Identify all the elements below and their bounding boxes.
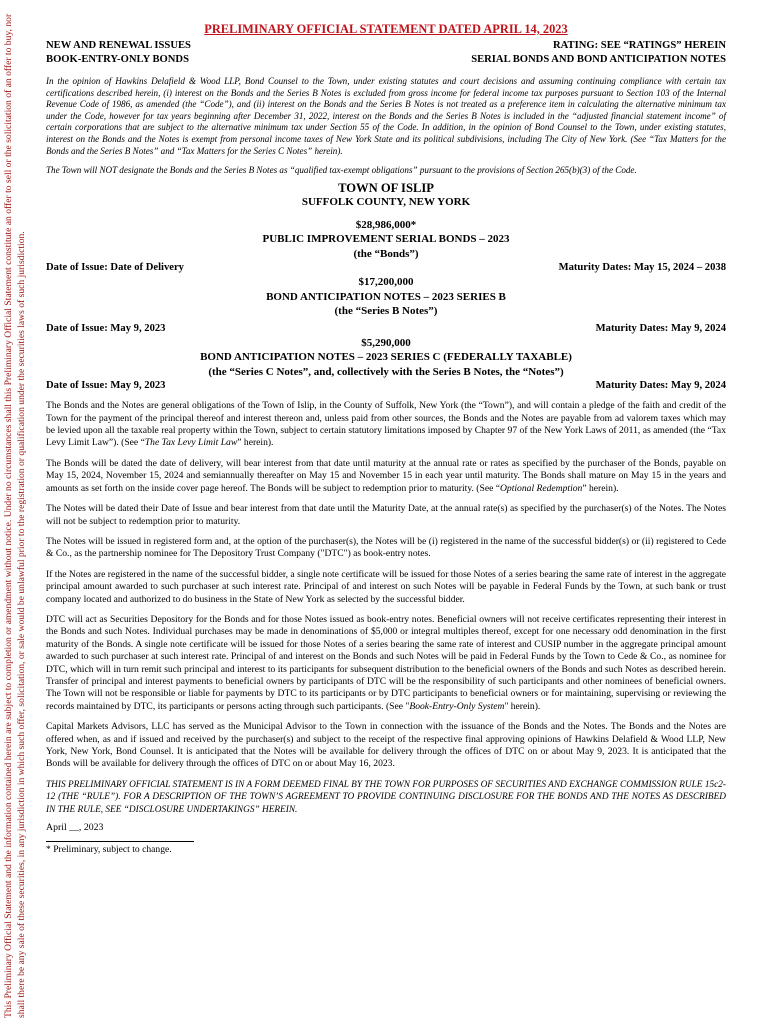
issuer-county: SUFFOLK COUNTY, NEW YORK bbox=[301, 196, 471, 209]
paragraph-deemed-final: THIS PRELIMINARY OFFICIAL STATEMENT IS IN A FORM DEEMED FINAL BY THE TOWN FOR PURPOSES OF SECURITIES AND EXCHANGE COMMISSION RULE 15c2-12 (THE “RULE”). FOR A DESCRIPTION OF THE TOWN’S AGREEMENT TO PROVIDE CONTINUING DISCLOSURE FOR THE BONDS AND THE NOTES AS DESCRIBED IN THE RULE, SEE “DISCLOSURE UNDERTAKINGS” HEREIN. bbox=[46, 779, 726, 815]
issue-type: NEW AND RENEWAL ISSUES bbox=[46, 40, 191, 51]
series-c-issue-date: Date of Issue: May 9, 2023 bbox=[46, 380, 166, 392]
paragraph-successful-bidder: If the Notes are registered in the name of the successful bidder, a single note certificate will be issued for those Notes of a series bearing the same rate of interest in the aggregate principal amount awarded to such purchaser at such interest rate. Principal of and interest on such Notes will be payable in Federal Funds by the Town, at such bank or trust company located and authorized to do business in the State of New York as selected by the successful bidder. bbox=[46, 568, 726, 605]
designation-note: The Town will NOT designate the Bonds and the Series B Notes as “qualified tax-exempt obligations” pursuant to the provisions of Section 265(b)(3) of the Code. bbox=[46, 165, 637, 176]
paragraph-general-obligation: The Bonds and the Notes are general obligations of the Town of Islip, in the County of Suffolk, New York (the “Town”), and will contain a pledge of the faith and credit of the Town for the payment of the principal thereof and interest thereon and, unless paid from other sources, the Bonds and the Notes are payable from ad valorem taxes which may be levied upon all the taxable real property within the Town, subject to certain statutory limitations imposed by Chapter 97 of the New York Laws of 2011, as amended (the “Tax Levy Limit Law”). (See “The Tax Levy Limit Law” herein). bbox=[46, 400, 726, 449]
tax-levy-limit-ref: The Tax Levy Limit Law bbox=[144, 437, 238, 449]
series-c-dates bbox=[46, 379, 726, 393]
bonds-dates bbox=[46, 261, 726, 275]
series-b-dates bbox=[46, 322, 726, 336]
rating-note: RATING: SEE “RATINGS” HEREIN bbox=[553, 40, 726, 51]
tax-opinion: In the opinion of Hawkins Delafield & Wood LLP, Bond Counsel to the Town, under existing statutes and court decisions and assuming continuing compliance with certain tax certifications described herein, (i) interest on the Bonds and the Series B Notes is excluded from gross income for federal income tax purposes pursuant to Section 103 of the Internal Revenue Code of 1986, as amended (the “Code”), and (ii) interest on the Bonds and the Series B Notes is not treated as a preference item in calculating the alternative minimum tax under the Code, however for tax years beginning after December 31, 2022, interest on the Bonds and the Series B Notes is included in the “adjusted financial statement income” of certain corporations that are subject to the alternative minimum tax under Section 55 of the Code. In addition, in the opinion of Bond Counsel to the Town, under existing statutes, interest on the Bonds and the Notes is exempt from personal income taxes of New York State and its political subdivisions, including The City of New York. (See “Tax Matters for the Bonds and the Series B Notes” and “Tax Matters for the Series C Notes” herein). bbox=[46, 76, 726, 156]
footnote-divider bbox=[46, 841, 194, 842]
series-b-amount: $17,200,000 bbox=[358, 276, 414, 289]
footnote: * Preliminary, subject to change. bbox=[46, 844, 172, 856]
series-b-issue-date: Date of Issue: May 9, 2023 bbox=[46, 322, 166, 334]
issuer-name: TOWN OF ISLIP bbox=[338, 180, 434, 195]
series-b-alias: (the “Series B Notes”) bbox=[334, 305, 438, 318]
paragraph-note-registration: The Notes will be issued in registered form and, at the option of the purchaser(s), the Notes will be (i) registered in the name of the successful bidder(s) or (ii) registered to Cede & Co., as the partnership nominee for The Depository Trust Company ("DTC") as book-entry notes. bbox=[46, 535, 726, 560]
paragraph-dtc: DTC will act as Securities Depository for the Bonds and for those Notes issued as book-entry notes. Beneficial owners will not receive certificates representing their interest in the Bonds and such Notes. Individual purchases may be made in denominations of $5,000 or integral multiples thereof, except for one necessary odd denomination in the first maturity of the Bonds. A single note certificate will be issued for those Notes of a series bearing the same rate of interest and CUSIP number in the aggregate principal amount awarded to such purchaser at such interest rate. Principal of and interest on the Bonds and such Notes will be paid in Federal Funds by the Town to Cede & Co., as nominee for DTC, which will in turn remit such principal and interest to its participants for subsequent distribution to the beneficial owners of the Bonds and such Notes as described herein. Transfer of principal and interest payments to beneficial owners by participants of DTC will be the responsibility of such participants and other nominees of beneficial owners. The Town will not be responsible or liable for payments by DTC to its participants or by DTC participants to beneficial owners or for maintaining, supervising or reviewing the records maintained by DTC, its participants or persons acting through such participants. (See "Book-Entry-Only System" herein). bbox=[46, 613, 726, 712]
bonds-maturity: Maturity Dates: May 15, 2024 – 2038 bbox=[558, 262, 726, 274]
red-herring-legend: This Preliminary Official Statement and the information contained herein are subject to completion or amendment without notice. Under no circumstances shall this Preliminary Official Statement constitute an offer to sell or the solicitation of an offer to buy, nor shall there be any sale of these securities, in any jurisdiction in which such offer, solicitation, or sale would be unlawful prior to the registration or qualification under the securities laws of such jurisdiction. bbox=[3, 13, 28, 1018]
bonds-issue-date: Date of Issue: Date of Delivery bbox=[46, 262, 184, 274]
header-row-2 bbox=[46, 53, 726, 67]
form-type: BOOK-ENTRY-ONLY BONDS bbox=[46, 54, 189, 65]
paragraph-note-terms: The Notes will be dated their Date of Issue and bear interest from that date until the Maturity Date, at the annual rate(s) as specified by the purchaser(s) of the Notes. The Notes will not be subject to redemption prior to maturity. bbox=[46, 503, 726, 527]
series-c-amount: $5,290,000 bbox=[361, 336, 411, 349]
security-types: SERIAL BONDS AND BOND ANTICIPATION NOTES bbox=[471, 54, 726, 65]
official-statement-cover bbox=[46, 22, 726, 855]
bonds-amount: $28,986,000* bbox=[355, 218, 417, 231]
series-b-name: BOND ANTICIPATION NOTES – 2023 SERIES B bbox=[266, 290, 506, 303]
bonds-alias: (the “Bonds”) bbox=[353, 247, 419, 260]
paragraph-bond-terms: The Bonds will be dated the date of delivery, will bear interest from that date until maturity at the annual rate or rates as specified by the purchaser of the Bonds, payable on May 15, 2024, November 15, 2024 and semiannually thereafter on May 15 and November 15 in each year until maturity. The Bonds shall mature on May 15 in the years and amounts as set forth on the inside cover page hereof. The Bonds will be subject to redemption prior to maturity. (See “Optional Redemption” herein). bbox=[46, 457, 726, 494]
document-title: PRELIMINARY OFFICIAL STATEMENT DATED APRIL 14, 2023 bbox=[204, 22, 568, 36]
series-b-maturity: Maturity Dates: May 9, 2024 bbox=[595, 322, 726, 334]
paragraph-municipal-advisor: Capital Markets Advisors, LLC has served as the Municipal Advisor to the Town in connection with the issuance of the Bonds and the Notes. The Bonds and the Notes are offered when, as and if issued and received by the purchaser(s) and subject to the receipt of the respective final approving opinions of Hawkins Delafield & Wood LLP, New York, New York, Bond Counsel. It is anticipated that the Notes will be available for delivery through the offices of DTC on or about May 9, 2023. It is anticipated that the Bonds will be available for delivery through the offices of DTC on or about May 16, 2023. bbox=[46, 721, 726, 770]
series-c-alias: (the “Series C Notes”, and, collectively with the Series B Notes, the “Notes”) bbox=[208, 365, 564, 378]
bonds-name: PUBLIC IMPROVEMENT SERIAL BONDS – 2023 bbox=[262, 233, 510, 246]
statement-date: April __, 2023 bbox=[46, 822, 104, 834]
optional-redemption-ref: Optional Redemption bbox=[500, 482, 583, 494]
series-c-maturity: Maturity Dates: May 9, 2024 bbox=[595, 380, 726, 392]
series-c-name: BOND ANTICIPATION NOTES – 2023 SERIES C (FEDERALLY TAXABLE) bbox=[200, 351, 572, 364]
book-entry-ref: Book-Entry-Only System bbox=[409, 700, 505, 712]
header-row-1 bbox=[46, 39, 726, 53]
